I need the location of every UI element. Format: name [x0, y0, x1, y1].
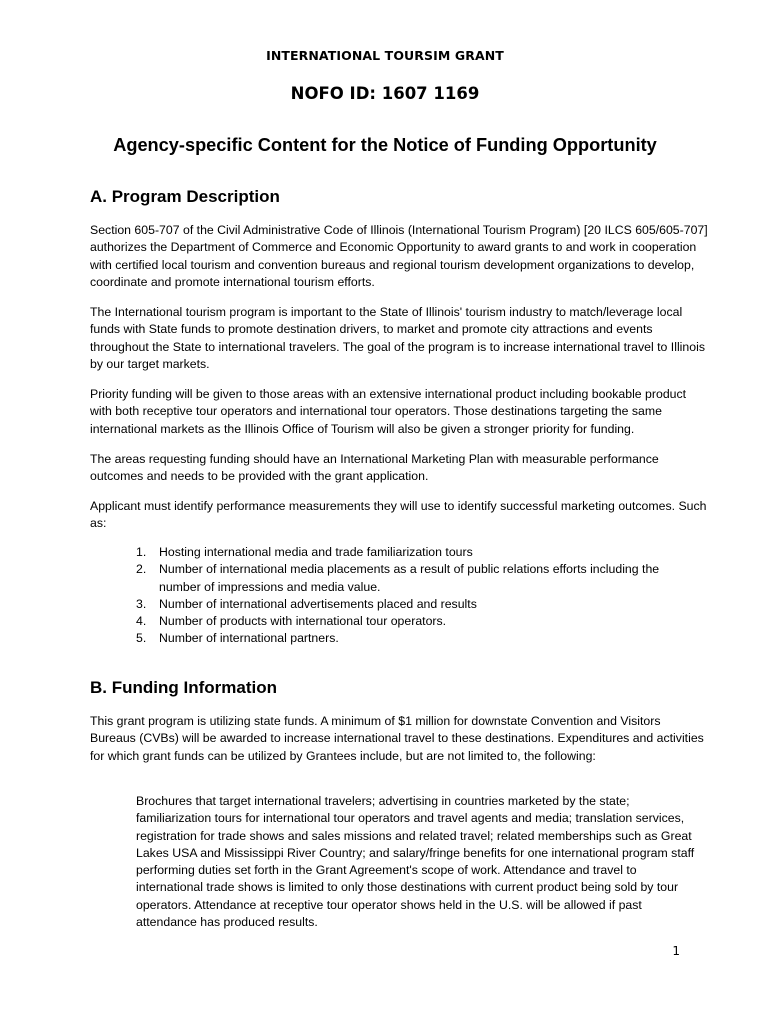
list-item-number: 5.: [136, 631, 147, 646]
section-a-heading: A. Program Description: [90, 187, 280, 206]
document-title: Agency-specific Content for the Notice of Funding Opportunity: [113, 135, 657, 155]
list-item: [136, 613, 696, 630]
page-number: 1: [672, 944, 680, 958]
section-b-heading: B. Funding Information: [90, 678, 277, 697]
paragraph-priority-funding: Priority funding will be given to those areas with an extensive international product including bookable product with both receptive tour operators and international tour operators. Those destinations targeting the same international markets as the Illinois Office of Tourism will also be given a stronger priority for funding.: [90, 387, 687, 436]
list-item-number: 1.: [136, 545, 147, 559]
list-item-text: Hosting international media and trade familiarization tours: [159, 545, 473, 559]
list-item: [136, 596, 696, 613]
list-item-text: Number of products with international tour operators.: [159, 614, 447, 629]
nofo-id: NOFO ID: 1607 1169: [290, 84, 480, 103]
list-item-text: Number of international media placements as a result of public relations efforts including the number of impressions and media value.: [159, 562, 660, 594]
list-item-number: 2.: [136, 562, 147, 577]
paragraph-eligible-expenditures: Brochures that target international travelers; advertising in countries marketed by the state; familiarization tours for international tour operators and travel agents and media; translation services, registration for trade shows and sales missions and related travel; related memberships such as Great Lakes USA and Mississippi River Country; and salary/fringe benefits for one international program staff performing duties set forth in the Grant Agreement's scope of work. Attendance and travel to international trade shows is limited to only those destinations with current product being sold by tour operators. Attendance at receptive tour operator shows held in the U.S. will be allowed if past attendance has produced results.: [136, 794, 695, 930]
performance-measures-list: [136, 544, 696, 648]
paragraph-performance-measurements: Applicant must identify performance measurements they will use to identify successful marketing outcomes. Such as:: [90, 499, 707, 531]
grant-title: INTERNATIONAL TOURSIM GRANT: [266, 48, 504, 63]
paragraph-program-importance: The International tourism program is important to the State of Illinois' tourism industry to match/leverage local funds with State funds to promote destination drivers, to market and promote city attractions and events throughout the State to international travelers. The goal of the program is to increase international travel to Illinois by our target markets.: [90, 305, 705, 371]
list-item: [136, 561, 696, 596]
list-item-text: Number of international advertisements placed and results: [159, 596, 477, 611]
list-item-number: 3.: [136, 596, 147, 611]
list-item: [136, 630, 696, 647]
list-item: [136, 544, 696, 561]
paragraph-program-authority: Section 605-707 of the Civil Administrative Code of Illinois (International Tourism Program) [20 ILCS 605/605-707] authorizes the Department of Commerce and Economic Opportunity to award grants to and work in cooperation with certified local tourism and convention bureaus and regional tourism development organizations to develop, coordinate and promote international tourism efforts.: [90, 223, 708, 289]
paragraph-funding-information: This grant program is utilizing state funds. A minimum of $1 million for downstate Convention and Visitors Bureaus (CVBs) will be awarded to increase international travel to these destinations. Expenditures and activities for which grant funds can be utilized by Grantees include, but are not limited to, the following:: [90, 714, 704, 763]
list-item-text: Number of international partners.: [159, 631, 339, 646]
list-item-number: 4.: [136, 614, 147, 629]
paragraph-marketing-plan: The areas requesting funding should have an International Marketing Plan with measurable performance outcomes and needs to be provided with the grant application.: [90, 452, 659, 484]
